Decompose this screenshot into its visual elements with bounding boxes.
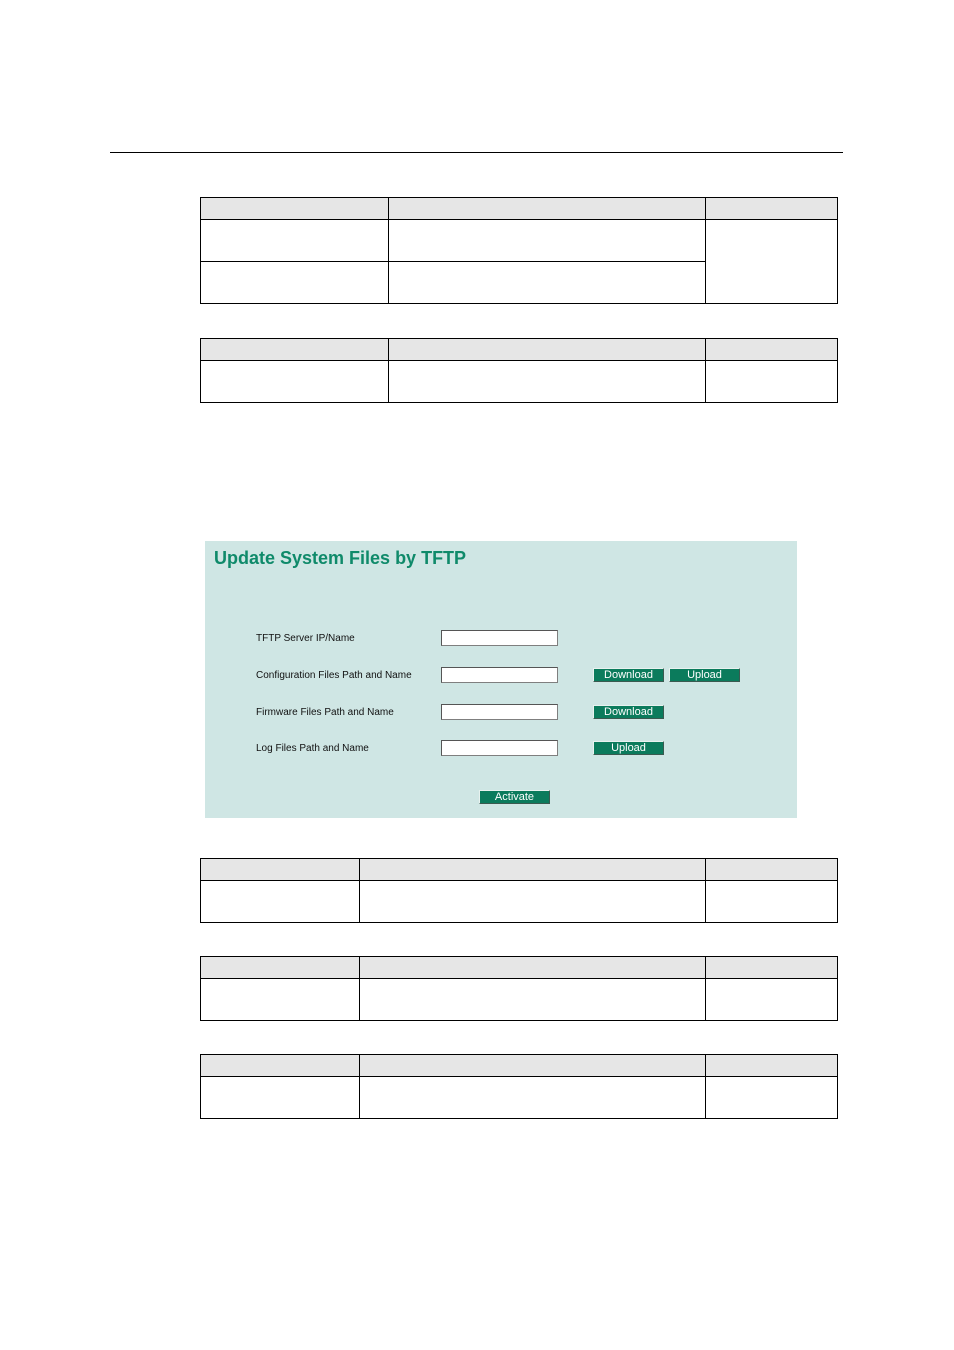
table-row bbox=[201, 881, 838, 923]
table-row bbox=[201, 979, 838, 1021]
table-cell bbox=[201, 1077, 360, 1119]
settings-table-4 bbox=[200, 956, 838, 1021]
table-row bbox=[201, 361, 838, 403]
config-upload-button[interactable]: Upload bbox=[669, 668, 740, 682]
table-cell bbox=[360, 1077, 706, 1119]
panel-title: Update System Files by TFTP bbox=[214, 548, 467, 568]
table-cell bbox=[706, 361, 838, 403]
table-cell bbox=[706, 1077, 838, 1119]
log-file-label: Log Files Path and Name bbox=[256, 743, 369, 754]
table-cell bbox=[389, 361, 706, 403]
header-rule bbox=[110, 152, 843, 153]
settings-table-5 bbox=[200, 1054, 838, 1119]
table-header-cell bbox=[360, 957, 706, 979]
table-cell bbox=[201, 220, 389, 262]
table-header-cell bbox=[389, 198, 706, 220]
table-header-cell bbox=[201, 957, 360, 979]
firmware-file-label: Firmware Files Path and Name bbox=[256, 707, 394, 718]
table-cell bbox=[360, 979, 706, 1021]
config-file-input[interactable] bbox=[441, 667, 558, 683]
tftp-server-input[interactable] bbox=[441, 630, 558, 646]
table-cell bbox=[201, 361, 389, 403]
table-header-row bbox=[201, 859, 838, 881]
table-cell bbox=[201, 262, 389, 304]
table-header-row bbox=[201, 1055, 838, 1077]
table-header-cell bbox=[201, 198, 389, 220]
table-header-row bbox=[201, 957, 838, 979]
table-header-cell bbox=[706, 957, 838, 979]
table-header-cell bbox=[201, 1055, 360, 1077]
table-cell bbox=[389, 262, 706, 304]
table-cell bbox=[389, 220, 706, 262]
table-cell bbox=[201, 881, 360, 923]
table-cell bbox=[706, 881, 838, 923]
table-cell bbox=[360, 881, 706, 923]
table-header-cell bbox=[201, 339, 389, 361]
table-header-row bbox=[201, 339, 838, 361]
table-cell bbox=[706, 979, 838, 1021]
table-header-cell bbox=[389, 339, 706, 361]
firmware-file-input[interactable] bbox=[441, 704, 558, 720]
tftp-server-label: TFTP Server IP/Name bbox=[256, 633, 355, 644]
table-header-cell bbox=[706, 1055, 838, 1077]
config-file-label: Configuration Files Path and Name bbox=[256, 670, 412, 681]
log-upload-button[interactable]: Upload bbox=[593, 741, 664, 755]
table-header-row bbox=[201, 198, 838, 220]
tftp-update-panel bbox=[205, 541, 797, 818]
table-row bbox=[201, 1077, 838, 1119]
firmware-download-button[interactable]: Download bbox=[593, 705, 664, 719]
activate-button[interactable]: Activate bbox=[479, 790, 550, 804]
table-header-cell bbox=[201, 859, 360, 881]
table-header-cell bbox=[706, 339, 838, 361]
table-row bbox=[201, 220, 838, 262]
table-cell bbox=[201, 979, 360, 1021]
table-header-cell bbox=[706, 859, 838, 881]
log-file-input[interactable] bbox=[441, 740, 558, 756]
table-header-cell bbox=[360, 859, 706, 881]
config-download-button[interactable]: Download bbox=[593, 668, 664, 682]
table-header-cell bbox=[706, 198, 838, 220]
settings-table-3 bbox=[200, 858, 838, 923]
table-header-cell bbox=[360, 1055, 706, 1077]
settings-table-1 bbox=[200, 197, 838, 304]
table-cell bbox=[706, 220, 838, 304]
settings-table-2 bbox=[200, 338, 838, 403]
